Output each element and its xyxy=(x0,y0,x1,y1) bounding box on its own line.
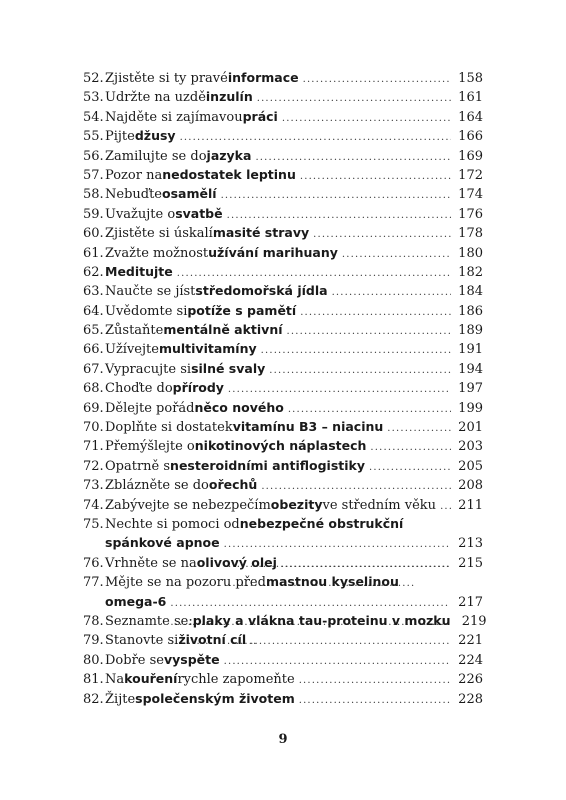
entry-page: 224 xyxy=(458,652,483,668)
entry-page: 182 xyxy=(458,264,483,280)
entry-keyword: inzulín xyxy=(205,89,253,105)
entry-page: 221 xyxy=(458,633,483,649)
entry-page: 172 xyxy=(458,167,483,183)
entry-page: 215 xyxy=(458,555,483,571)
entry-page: 211 xyxy=(458,497,483,513)
entry-text: Doplňte si dostatek xyxy=(105,420,233,436)
entry-keyword: středomořská jídla xyxy=(195,283,328,299)
entry-number: 78. xyxy=(83,613,104,629)
entry-number: 80. xyxy=(83,652,104,668)
toc-entry[interactable] xyxy=(83,68,483,87)
entry-keyword: svatbě xyxy=(175,205,223,221)
toc-entry[interactable] xyxy=(83,243,483,262)
entry-text: Zamilujte se do xyxy=(105,148,207,164)
toc-entry[interactable] xyxy=(83,301,483,320)
entry-number: 72. xyxy=(83,458,104,474)
toc-list-upper xyxy=(83,68,483,514)
entry-number: 54. xyxy=(83,109,104,125)
entry-keyword: nebezpečné obstrukční xyxy=(239,515,404,531)
entry-page: 203 xyxy=(458,439,483,455)
leader-dots xyxy=(299,691,451,710)
entry-keyword: nikotinových náplastech xyxy=(194,438,367,454)
entry-page: 228 xyxy=(458,691,483,707)
toc-entry[interactable] xyxy=(83,398,483,417)
page-number: 9 xyxy=(278,732,288,747)
entry-page: 191 xyxy=(458,342,483,358)
toc-entry[interactable] xyxy=(83,378,483,397)
toc-entry[interactable] xyxy=(83,339,483,358)
entry-keyword-cont: spánkové apnoe xyxy=(105,535,220,551)
toc-entry[interactable] xyxy=(83,456,483,475)
toc-entry[interactable] xyxy=(83,107,483,126)
entry-keyword: životní cíl xyxy=(178,632,247,648)
entry-number: 55. xyxy=(83,129,104,145)
toc-entry[interactable] xyxy=(83,320,483,339)
entry-number: 70. xyxy=(83,420,104,436)
entry-keyword: vyspěte xyxy=(163,651,220,667)
entry-page: 184 xyxy=(458,284,483,300)
toc-entry[interactable] xyxy=(83,475,483,494)
entry-keyword: mentálně aktivní xyxy=(163,322,283,338)
entry-page: 201 xyxy=(458,420,483,436)
toc-entry-75[interactable] xyxy=(83,514,483,553)
entry-number: 59. xyxy=(83,206,104,222)
entry-number: 74. xyxy=(83,497,104,513)
entry-number: 73. xyxy=(83,478,104,494)
entry-text: Najděte si zajímavou xyxy=(105,109,243,125)
entry-keyword: práci xyxy=(242,108,278,124)
entry-keyword: informace xyxy=(227,70,299,85)
entry-keyword: nedostatek leptinu xyxy=(162,166,296,182)
entry-number: 61. xyxy=(83,245,104,261)
toc-entry[interactable] xyxy=(83,611,487,630)
entry-page: 169 xyxy=(458,148,483,164)
entry-text: Žijte xyxy=(105,691,136,707)
entry-text: Přemýšlejte o xyxy=(105,439,195,455)
entry-text: Zjistěte si úskalí xyxy=(105,226,213,242)
entry-keyword: osamělí xyxy=(162,186,217,202)
entry-page: 178 xyxy=(458,226,483,242)
entry-keyword-cont: omega-6 xyxy=(105,593,167,609)
entry-number: 68. xyxy=(83,381,104,397)
toc-entry[interactable] xyxy=(83,184,483,203)
entry-keyword: společenským životem xyxy=(135,690,295,706)
entry-text: Stanovte si xyxy=(105,633,179,649)
toc-entry[interactable] xyxy=(83,223,483,242)
entry-number: 63. xyxy=(83,284,104,300)
entry-text: Zůstaňte xyxy=(105,323,164,339)
toc-entry[interactable] xyxy=(83,262,483,281)
entry-page: 166 xyxy=(458,129,483,145)
entry-text: Choďte do xyxy=(105,381,173,397)
entry-text: Zvažte možnost xyxy=(105,245,209,261)
entry-text: Užívejte xyxy=(105,342,159,358)
entry-number: 76. xyxy=(83,555,104,571)
entry-page: 186 xyxy=(458,303,483,319)
entry-number: 57. xyxy=(83,167,104,183)
entry-number: 82. xyxy=(83,691,104,707)
entry-page: 226 xyxy=(458,672,483,688)
entry-page: 161 xyxy=(458,90,483,106)
entry-keyword: potíže s pamětí xyxy=(187,302,297,318)
toc-list-lower xyxy=(83,611,487,708)
entry-keyword: džusy xyxy=(134,128,176,144)
entry-number: 67. xyxy=(83,361,104,377)
entry-text: Zjistěte si ty pravé xyxy=(105,71,228,86)
entry-number: 58. xyxy=(83,187,104,203)
entry-page: 208 xyxy=(458,478,483,494)
entry-text: Seznamte se: xyxy=(105,613,193,629)
toc-entry[interactable] xyxy=(83,669,483,688)
entry-number: 52. xyxy=(83,71,104,86)
toc-entry-76[interactable] xyxy=(83,553,483,572)
entry-page: 164 xyxy=(458,109,483,125)
entry-text-after: ve středním věku xyxy=(322,497,437,513)
entry-page: 217 xyxy=(458,594,483,610)
entry-keyword: mastnou kyselinou xyxy=(265,574,399,590)
entry-text: Zblázněte se do xyxy=(105,478,209,494)
toc-entry-77[interactable] xyxy=(83,572,483,611)
entry-keyword: užívání marihuany xyxy=(208,244,338,260)
entry-keyword: plaky a vlákna tau-proteinu v mozku xyxy=(192,612,451,628)
entry-page: 197 xyxy=(458,381,483,397)
entry-keyword: vitamínu B3 – niacinu xyxy=(232,419,384,435)
entry-number: 69. xyxy=(83,400,104,416)
entry-text: Mějte se na pozoru před xyxy=(105,575,266,591)
entry-page: 194 xyxy=(458,361,483,377)
entry-keyword: obezity xyxy=(270,496,323,512)
entry-number: 53. xyxy=(83,90,104,106)
toc-entry[interactable] xyxy=(83,689,483,708)
toc-entry[interactable] xyxy=(83,204,483,223)
entry-page: 213 xyxy=(458,536,483,552)
entry-number: 75. xyxy=(83,516,104,532)
entry-text: Zabývejte se nebezpečím xyxy=(105,497,271,513)
entry-keyword: nesteroidními antiflogistiky xyxy=(170,457,365,473)
entry-text: Vypracujte si xyxy=(105,361,192,377)
toc-entry[interactable] xyxy=(83,165,483,184)
entry-text: Dobře se xyxy=(105,652,164,668)
entry-page: 205 xyxy=(458,458,483,474)
toc-entry[interactable] xyxy=(83,126,483,145)
entry-text: Na xyxy=(105,672,125,688)
entry-text: Uvažujte o xyxy=(105,206,176,222)
toc-entry[interactable] xyxy=(83,495,483,514)
toc-entry[interactable] xyxy=(83,146,483,165)
entry-text-after: rychle zapomeňte xyxy=(177,672,295,688)
entry-page: 176 xyxy=(458,206,483,222)
entry-keyword: kouření xyxy=(124,671,178,687)
toc-entry[interactable] xyxy=(83,630,483,649)
entry-number: 60. xyxy=(83,226,104,242)
toc-entry[interactable] xyxy=(83,87,483,106)
entry-keyword: přírody xyxy=(172,380,224,396)
entry-keyword: olivový olej xyxy=(196,554,277,570)
entry-text: Pozor na xyxy=(105,167,163,183)
entry-number: 77. xyxy=(83,575,104,591)
entry-text: Udržte na uzdě xyxy=(105,90,206,106)
entry-keyword: masité stravy xyxy=(212,225,310,241)
entry-keyword: multivitamíny xyxy=(158,341,257,357)
entry-number: 79. xyxy=(83,633,104,649)
entry-text: Nechte si pomoci od xyxy=(105,516,240,532)
entry-page: 219 xyxy=(461,613,487,629)
entry-page: 174 xyxy=(458,187,483,203)
entry-number: 62. xyxy=(83,264,104,280)
entry-text: Dělejte pořád xyxy=(105,400,195,416)
entry-page: 180 xyxy=(458,245,483,261)
entry-text: Uvědomte si xyxy=(105,303,188,319)
entry-keyword: silné svaly xyxy=(191,360,266,376)
entry-text: Pijte xyxy=(105,129,135,145)
entry-text: Vrhněte se na xyxy=(105,555,197,571)
entry-keyword: Meditujte xyxy=(105,263,173,279)
entry-number: 56. xyxy=(83,148,104,164)
entry-keyword: ořechů xyxy=(208,477,258,493)
toc-entry[interactable] xyxy=(83,650,483,669)
entry-number: 81. xyxy=(83,672,104,688)
entry-page: 189 xyxy=(458,323,483,339)
entry-keyword: jazyka xyxy=(206,147,252,163)
toc-entry[interactable] xyxy=(83,281,483,300)
entry-number: 66. xyxy=(83,342,104,358)
entry-page: 199 xyxy=(458,400,483,416)
entry-number: 65. xyxy=(83,323,104,339)
entry-text: Naučte se jíst xyxy=(105,284,196,300)
table-of-contents xyxy=(83,68,487,708)
entry-text: Opatrně s xyxy=(105,458,171,474)
toc-entry[interactable] xyxy=(83,417,483,436)
entry-number: 71. xyxy=(83,439,104,455)
entry-number: 64. xyxy=(83,303,104,319)
entry-text: Nebuďte xyxy=(105,187,163,203)
toc-entry[interactable] xyxy=(83,359,483,378)
entry-page: 158 xyxy=(458,71,483,86)
toc-entry[interactable] xyxy=(83,436,483,455)
entry-keyword: něco nového xyxy=(194,399,284,415)
